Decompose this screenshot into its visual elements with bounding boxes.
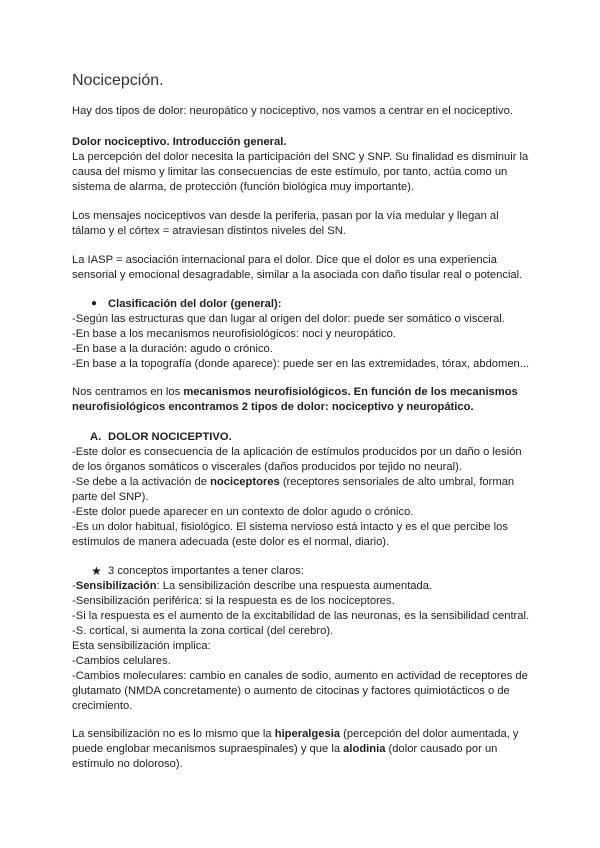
section-marker: A. bbox=[90, 431, 102, 443]
paragraph-line: -Cambios moleculares: cambio en canales de sodio, aumento en actividad de receptores de bbox=[72, 670, 528, 682]
paragraph-line: -Sensibilización: La sensibilización describe una respuesta aumentada. bbox=[72, 580, 433, 592]
paragraph-line: La percepción del dolor necesita la participación del SNC y SNP. Su finalidad es disminuir la bbox=[72, 151, 529, 163]
paragraph-line: estímulo no doloroso). bbox=[72, 758, 183, 770]
star-icon: ★ bbox=[91, 564, 102, 578]
intro-paragraph: Hay dos tipos de dolor: neuropático y nociceptivo, nos vamos a centrar en el nociceptivo. bbox=[72, 105, 513, 117]
paragraph-line: -S. cortical, si aumenta la zona cortical (del cerebro). bbox=[72, 625, 334, 637]
section-heading: Dolor nociceptivo. Introducción general. bbox=[72, 136, 287, 148]
paragraph-line: -Si la respuesta es el aumento de la excitabilidad de las neuronas, es la sensibilidad central. bbox=[72, 610, 530, 622]
list-item: -En base a la duración: agudo o crónico. bbox=[72, 343, 273, 355]
paragraph-line: sistema de alarma, de protección (función biológica muy importante). bbox=[72, 181, 415, 193]
paragraph-line: -Este dolor es consecuencia de la aplicación de estímulos producidos por un daño o lesión bbox=[72, 446, 522, 458]
paragraph-line: de los órganos somáticos o viscerales (daños producidos por tejido no neural). bbox=[72, 461, 462, 473]
paragraph-line: crecimiento. bbox=[72, 700, 133, 712]
paragraph-line: neurofisiológicos encontramos 2 tipos de dolor: nociceptivo y neuropático. bbox=[72, 401, 474, 413]
paragraph-line: Esta sensibilización implica: bbox=[72, 640, 211, 652]
paragraph-line: puede englobar mecanismos supraespinales) y que la alodinia (dolor causado por un bbox=[72, 743, 498, 755]
paragraph-line: sensorial y emocional desagradable, similar a la asociada con daño tisular real o potencial. bbox=[72, 269, 523, 281]
paragraph-line: Los mensajes nociceptivos van desde la periferia, pasan por la vía medular y llegan al bbox=[72, 210, 499, 222]
paragraph-line: La sensibilización no es lo mismo que la hiperalgesia (percepción del dolor aumentada, y bbox=[72, 728, 519, 740]
list-item: -Según las estructuras que dan lugar al origen del dolor: puede ser somático o visceral. bbox=[72, 313, 505, 325]
paragraph-line: -Se debe a la activación de nociceptores (receptores sensoriales de alto umbral, forman bbox=[72, 476, 515, 488]
paragraph-line: causa del mismo y limitar las consecuencias de este estímulo, por tanto, actúa como un bbox=[72, 166, 508, 178]
paragraph-line: -Este dolor puede aparecer en un contexto de dolor agudo o crónico. bbox=[72, 506, 414, 518]
list-item: -En base a los mecanismos neurofisiológicos: noci y neuropático. bbox=[72, 328, 396, 340]
paragraph-line: -Cambios celulares. bbox=[72, 655, 171, 667]
paragraph-line: parte del SNP). bbox=[72, 491, 149, 503]
page-title: Nocicepción. bbox=[72, 72, 164, 89]
paragraph-line: estímulos de manera adecuada (este dolor es el normal, diario). bbox=[72, 536, 390, 548]
paragraph-line: glutamato (NMDA concretamente) o aumento de citocinas y factores quimiotácticos o de bbox=[72, 685, 510, 697]
list-item: -En base a la topografía (donde aparece): puede ser en las extremidades, tórax, abdomen... bbox=[72, 358, 530, 370]
bullet-icon: ● bbox=[91, 298, 98, 309]
paragraph-line: -Sensibilización periférica: si la respuesta es de los nociceptores. bbox=[72, 595, 395, 607]
paragraph-line: La IASP = asociación internacional para el dolor. Dice que el dolor es una experiencia bbox=[72, 254, 497, 266]
paragraph-line: -Es un dolor habitual, fisiológico. El sistema nervioso está intacto y es el que percibe los bbox=[72, 521, 508, 533]
paragraph-line: Nos centramos en los mecanismos neurofisiológicos. En función de los mecanismos bbox=[72, 386, 518, 398]
paragraph-line: tálamo y el córtex = atraviesan distintos niveles del SN. bbox=[72, 225, 346, 237]
